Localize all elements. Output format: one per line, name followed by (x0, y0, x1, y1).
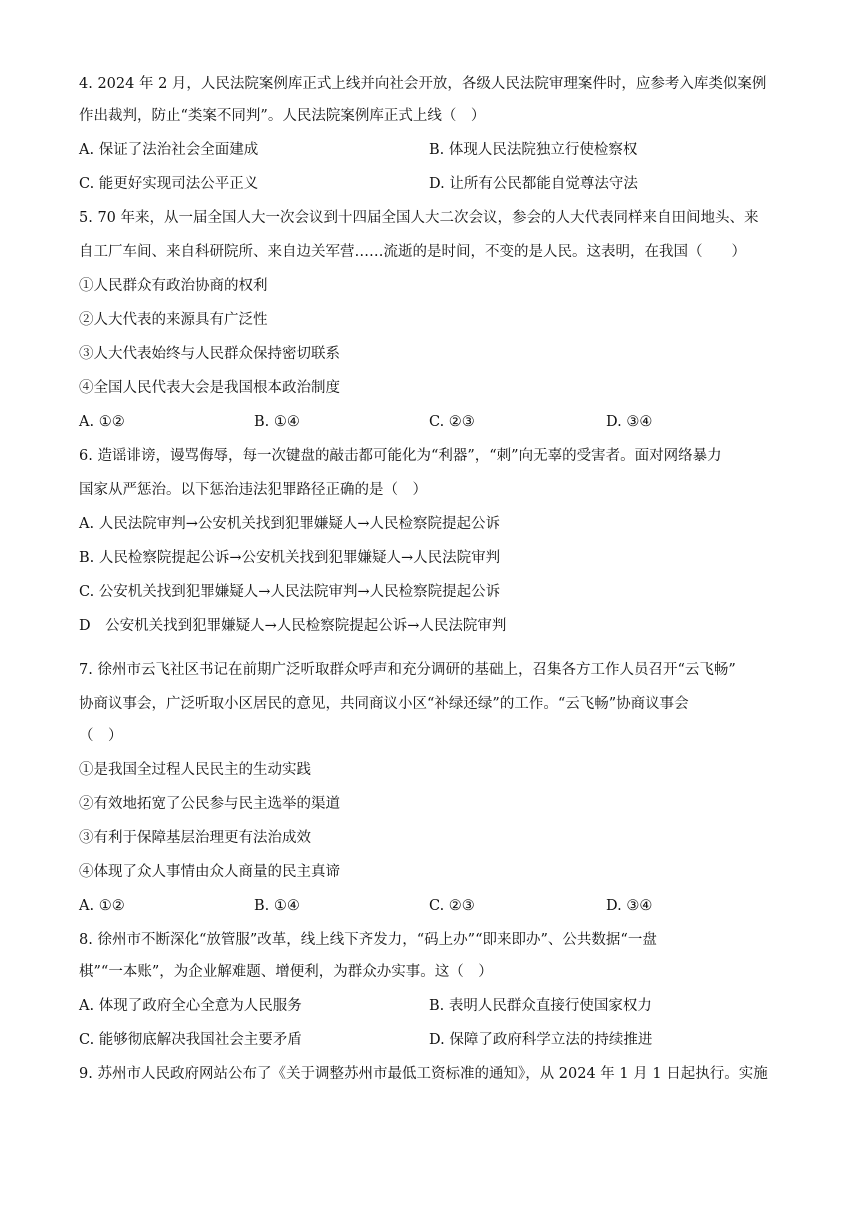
q4-stem-line-2: 作出裁判，防止“类案不同判”。人民法院案例库正式上线（ ） (79, 108, 486, 124)
q8-option-a: A. 体现了政府全心全意为人民服务 (79, 998, 302, 1014)
q7-option-c: C. ②③ (429, 898, 475, 914)
q5-option-d: D. ③④ (606, 414, 653, 430)
q8-option-d: D. 保障了政府科学立法的持续推进 (429, 1032, 653, 1048)
q5-option-b: B. ①④ (254, 414, 300, 430)
q5-option-c: C. ②③ (429, 414, 475, 430)
q6-option-d: D 公安机关找到犯罪嫌疑人→人民检察院提起公诉→人民法院审判 (79, 618, 507, 634)
q5-stem-line-2: 自工厂车间、来自科研院所、来自边关军营……流逝的是时间，不变的是人民。这表明，在我国（ ） (79, 244, 746, 260)
q6-option-c: C. 公安机关找到犯罪嫌疑人→人民法院审判→人民检察院提起公诉 (79, 584, 501, 600)
q8-stem-line-1: 8. 徐州市不断深化“放管服”改革，线上线下齐发力，“码上办”“即来即办”、公共数据“一盘 (79, 932, 657, 948)
q4-stem-line-1: 4. 2024 年 2 月，人民法院案例库正式上线并向社会开放，各级人民法院审理案件时，应参考入库类似案例 (79, 76, 767, 92)
q7-statement-3: ③有利于保障基层治理更有法治成效 (79, 830, 311, 846)
q5-statement-4: ④全国人民代表大会是我国根本政治制度 (79, 380, 340, 396)
q8-option-c: C. 能够彻底解决我国社会主要矛盾 (79, 1032, 302, 1048)
q7-option-a: A. ①② (79, 898, 125, 914)
q6-stem-line-1: 6. 造谣诽谤，谩骂侮辱，每一次键盘的敲击都可能化为“利器”，“刺”向无辜的受害者。面对网络暴力 (79, 448, 722, 464)
q6-stem-line-2: 国家从严惩治。以下惩治违法犯罪路径正确的是（ ） (79, 482, 427, 498)
q5-stem-line-1: 5. 70 年来，从一届全国人大一次会议到十四届全国人大二次会议，参会的人大代表同样来自田间地头、来 (79, 210, 759, 226)
q7-statement-2: ②有效地拓宽了公民参与民主选举的渠道 (79, 796, 340, 812)
q5-statement-3: ③人大代表始终与人民群众保持密切联系 (79, 346, 340, 362)
q4-option-a: A. 保证了法治社会全面建成 (79, 142, 259, 158)
q8-stem-line-2: 棋”“一本账”，为企业解难题、增便利，为群众办实事。这（ ） (79, 964, 493, 980)
q5-statement-1: ①人民群众有政治协商的权利 (79, 278, 268, 294)
q7-stem-line-2: 协商议事会，广泛听取小区居民的意见，共同商议小区“补绿还绿”的工作。“云飞畅”协商议事会 (79, 696, 689, 712)
q6-option-b: B. 人民检察院提起公诉→公安机关找到犯罪嫌疑人→人民法院审判 (79, 550, 501, 566)
q7-stem-line-1: 7. 徐州市云飞社区书记在前期广泛听取群众呼声和充分调研的基础上，召集各方工作人员召开“云飞畅” (79, 662, 736, 678)
q7-statement-4: ④体现了众人事情由众人商量的民主真谛 (79, 864, 340, 880)
q7-stem-line-3: （ ） (79, 728, 123, 744)
q6-option-a: A. 人民法院审判→公安机关找到犯罪嫌疑人→人民检察院提起公诉 (79, 516, 500, 532)
q4-option-d: D. 让所有公民都能自觉尊法守法 (429, 176, 638, 192)
q7-option-d: D. ③④ (606, 898, 653, 914)
q8-option-b: B. 表明人民群众直接行使国家权力 (429, 998, 652, 1014)
q7-option-b: B. ①④ (254, 898, 300, 914)
q4-option-c: C. 能更好实现司法公平正义 (79, 176, 259, 192)
q4-option-b: B. 体现人民法院独立行使检察权 (429, 142, 638, 158)
q9-stem-line-1: 9. 苏州市人民政府网站公布了《关于调整苏州市最低工资标准的通知》，从 2024 年 1 月 1 日起执行。实施 (79, 1066, 768, 1082)
q7-statement-1: ①是我国全过程人民民主的生动实践 (79, 762, 311, 778)
q5-option-a: A. ①② (79, 414, 125, 430)
q5-statement-2: ②人大代表的来源具有广泛性 (79, 312, 268, 328)
